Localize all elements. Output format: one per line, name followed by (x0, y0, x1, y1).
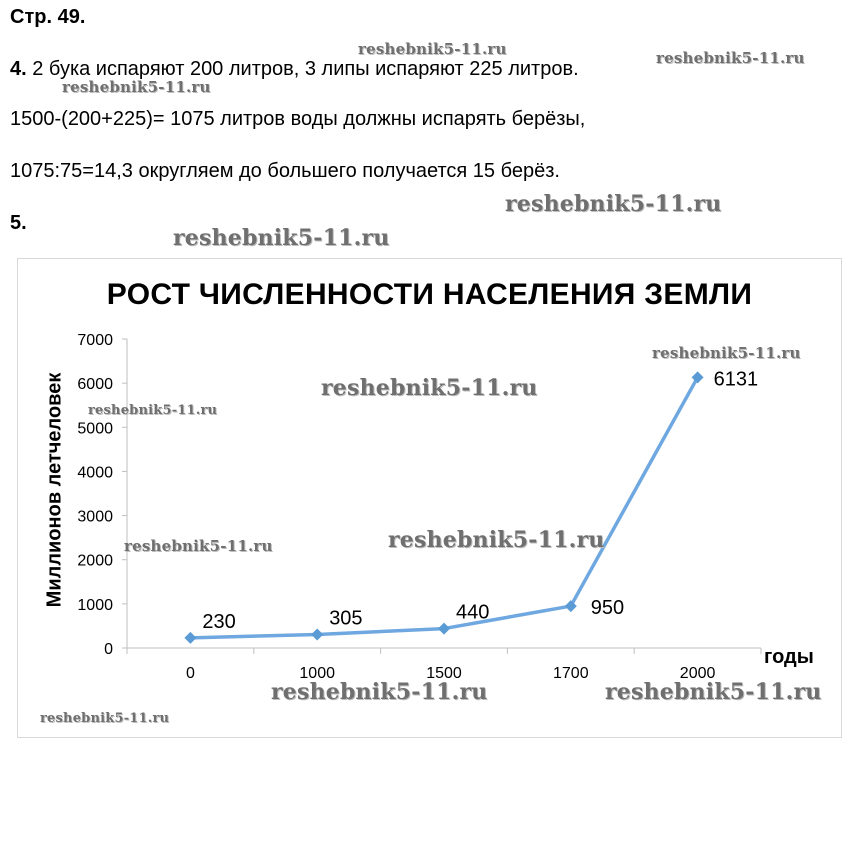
watermark-logo: reshebnik5-11.ru (321, 375, 538, 401)
data-point-marker (311, 629, 323, 641)
x-tick-label: 2000 (679, 665, 716, 682)
population-chart (17, 258, 842, 738)
watermark-logo: reshebnik5-11.ru (656, 49, 805, 67)
watermark-logo: reshebnik5-11.ru (40, 711, 170, 726)
data-label: 230 (202, 610, 236, 633)
x-tick-label: 1000 (299, 665, 335, 682)
y-tick-label: 2000 (77, 552, 113, 570)
watermark-logo: reshebnik5-11.ru (652, 344, 801, 362)
y-tick-label: 4000 (77, 464, 113, 482)
task-4-number: 4. (10, 58, 27, 80)
watermark-logo: reshebnik5-11.ru (124, 537, 273, 555)
task-5-number: 5. (10, 212, 27, 234)
task-4-statement: 2 бука испаряют 200 литров, 3 липы испаряют 225 литров. (26, 58, 579, 80)
watermark-logo: reshebnik5-11.ru (358, 40, 507, 58)
data-point-marker (438, 623, 450, 635)
x-tick-label: 1500 (426, 665, 462, 682)
y-tick-label: 0 (104, 641, 113, 658)
watermark-logo: reshebnik5-11.ru (88, 403, 218, 418)
y-tick-label: 6000 (77, 376, 113, 394)
watermark-logo: reshebnik5-11.ru (62, 78, 211, 96)
y-tick-label: 5000 (77, 420, 113, 438)
data-point-marker (184, 632, 196, 644)
watermark-logo: reshebnik5-11.ru (605, 679, 822, 705)
y-tick-label: 3000 (77, 508, 113, 526)
watermark-logo: reshebnik5-11.ru (505, 191, 722, 217)
x-tick-label: 0 (185, 665, 195, 682)
watermark-logo: reshebnik5-11.ru (388, 527, 605, 553)
page-header: Стр. 49. (10, 6, 86, 28)
task-4-calculation-2: 1075:75=14,3 округляем до большего получается 15 берёз. (10, 160, 560, 182)
y-axis-label: Миллионов летчеловек (43, 372, 66, 608)
x-tick-label: 1700 (553, 665, 589, 682)
x-axis-label: годы (764, 646, 814, 668)
y-tick-label: 1000 (77, 596, 113, 614)
data-label: 305 (329, 607, 363, 630)
data-label: 6131 (713, 368, 759, 391)
watermark-logo: reshebnik5-11.ru (271, 679, 488, 705)
watermark-logo: reshebnik5-11.ru (173, 225, 390, 251)
y-tick-label: 7000 (77, 332, 113, 349)
chart-title: РОСТ ЧИСЛЕННОСТИ НАСЕЛЕНИЯ ЗЕМЛИ (106, 278, 753, 311)
task-4-calculation-1: 1500-(200+225)= 1075 литров воды должны испарять берёзы, (10, 108, 586, 130)
data-label: 440 (456, 601, 490, 624)
data-label: 950 (590, 597, 625, 620)
